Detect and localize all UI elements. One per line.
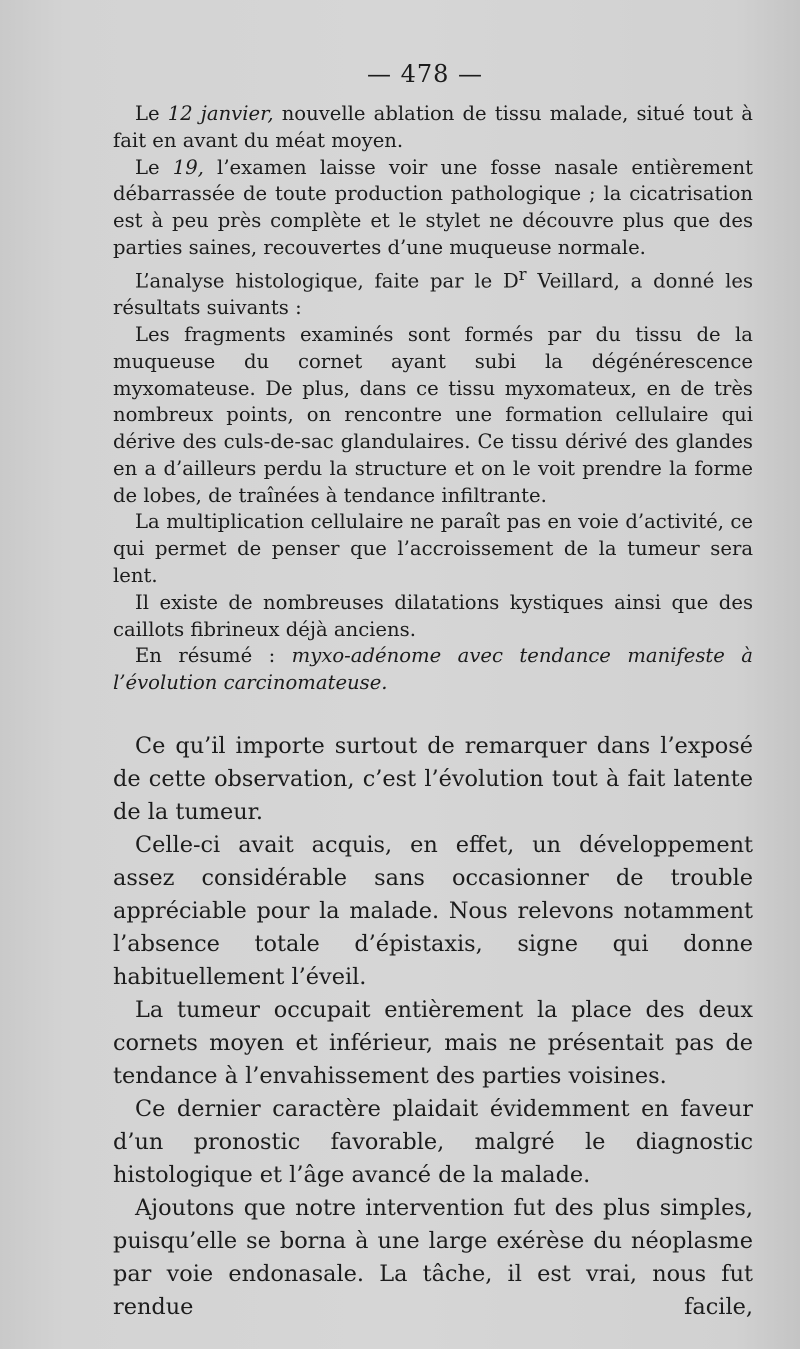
case-notes <box>113 101 753 697</box>
body-paragraph: Ce dernier caractère plaidait évidemment en faveur d’un pronostic favorable, malgré le diagnostic histologique et l’âge avancé de la malade. <box>113 1096 753 1188</box>
note-paragraph: Il existe de nombreuses dilatations kystiques ainsi que des caillots fibrineux déjà anciens. <box>113 590 753 641</box>
body-paragraph: La tumeur occupait entièrement la place des deux cornets moyen et inférieur, mais ne présentait pas de tendance à l’envahissement des parties voisines. <box>113 997 753 1089</box>
note-paragraph: Le 19, l’examen laisse voir une fosse nasale entièrement débarrassée de toute production pathologique ; la cicatrisation est à peu près complète et le stylet ne découvre plus que des parties saines, recouvertes d’une muqueuse normale. <box>113 155 753 259</box>
note-paragraph: La multiplication cellulaire ne paraît pas en voie d’activité, ce qui permet de penser que l’accroissement de la tumeur sera lent. <box>113 510 753 588</box>
note-paragraph: L’analyse histologique, faite par le $D^r$ Veillard, a donné les résultats suivants : <box>113 264 754 320</box>
page-number: — 478 — <box>366 60 484 88</box>
main-text <box>113 730 753 1324</box>
summary-paragraph: En résumé : myxo-adénome avec tendance manifeste à l’évolution carcinomateuse. <box>113 644 753 695</box>
date-italic: 12 janvier, <box>167 102 274 125</box>
note-paragraph: Les fragments examinés sont formés par du tissu de la muqueuse du cornet ayant subi la dégénérescence myxomateuse. De plus, dans ce tissu myxomateux, en de très nombreux points, on rencontre une formation cellulaire qui dérive des culs-de-sac glandulaires. Ce tissu dérivé des glandes en a d’ailleurs perdu la structure et on le voit prendre la forme de lobes, de traînées à tendance infiltrante. <box>113 322 753 507</box>
note-paragraph: Le 12 janvier, nouvelle ablation de tissu malade, situé tout à fait en avant du méat moyen. <box>113 102 753 152</box>
diagnosis-italic: myxo-adénome avec tendance manifeste à l’évolution carcinomateuse. <box>113 644 753 695</box>
body-paragraph: Ce qu’il importe surtout de remarquer dans l’exposé de cette observation, c’est l’évolution tout à fait latente de la tumeur. <box>113 733 753 825</box>
body-paragraph: Celle-ci avait acquis, en effet, un développement assez considérable sans occasionner de trouble appréciable pour la malade. Nous relevons notamment l’absence totale d’épistaxis, signe qui donne habituellement l’éveil. <box>113 832 753 990</box>
superscript: r <box>518 264 527 284</box>
body-paragraph: Ajoutons que notre intervention fut des plus simples, puisqu’elle se borna à une large exérèse du néoplasme par voie endonasale. La tâche, il est vrai, nous fut rendue facile, <box>113 1195 753 1320</box>
date-italic: 19, <box>172 155 204 179</box>
